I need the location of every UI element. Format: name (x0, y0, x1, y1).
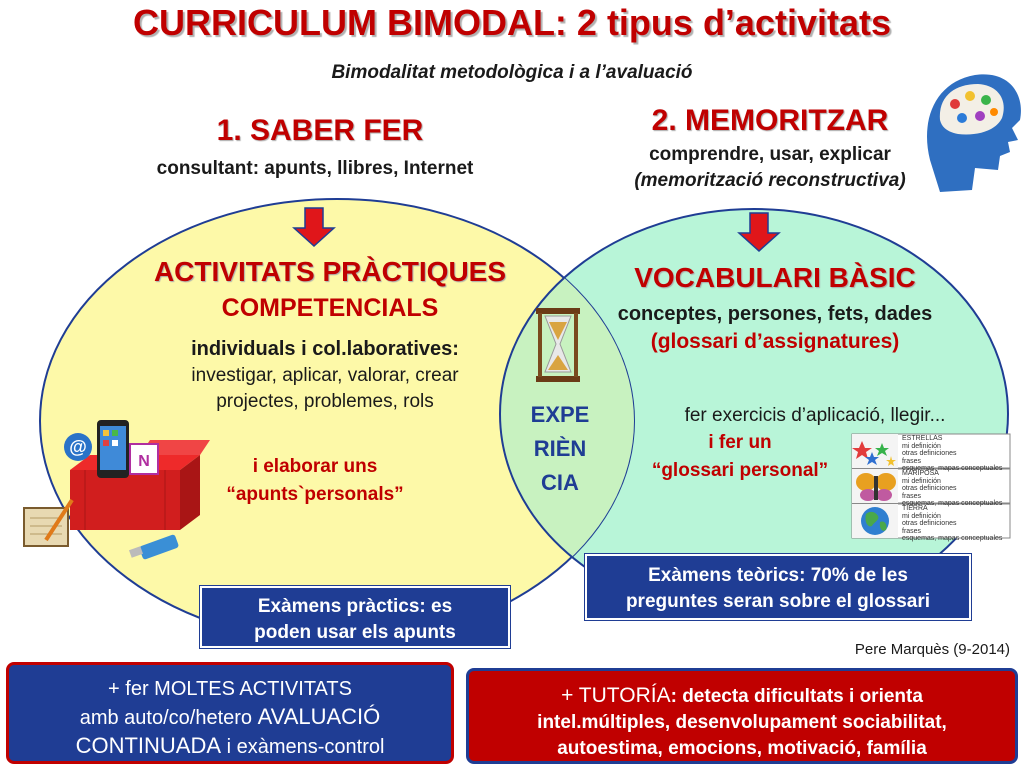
saber-fer-subheading: consultant: apunts, llibres, Internet (156, 158, 474, 179)
svg-text:@: @ (69, 437, 87, 457)
practical-activities-body-bold: individuals i col.laboratives: (191, 338, 459, 360)
theory-exams-box (585, 554, 971, 620)
practical-activities-title: ACTIVITATS PRÀCTIQUES (153, 256, 507, 287)
glossary-card-line: frases (902, 527, 922, 535)
glossary-card-line: otras definiciones (902, 485, 957, 492)
personal-notes-note-1: i elaborar uns (252, 456, 378, 477)
glossary-card-line: mi definición (902, 477, 941, 485)
memoritzar-subheading-2: (memorització reconstructiva) (634, 170, 906, 191)
continuous-evaluation-box (6, 662, 454, 764)
practical-activities-body-2: projectes, problemes, rols (216, 391, 434, 412)
basic-vocabulary-title: VOCABULARI BÀSIC (634, 262, 916, 293)
tutoring-box (466, 668, 1018, 764)
glossary-card-line: frases (902, 492, 922, 500)
tutoring-line-3: autoestima, emocions, motivació, família (557, 738, 927, 759)
glossary-card-earth (902, 505, 1008, 543)
continuous-evaluation-line-3a: CONTINUADA (75, 733, 222, 758)
tutoring-line-2: intel.múltiples, desenvolupament sociabilitat, (537, 712, 947, 733)
continuous-evaluation-line-2 (9, 703, 451, 732)
theory-exams-line-2: preguntes seran sobre el glossari (625, 591, 931, 612)
continuous-evaluation-line-3 (9, 732, 451, 761)
basic-vocabulary-body-2: (glossari d’assignatures) (650, 330, 900, 353)
theory-exams-line-1: Exàmens teòrics: 70% de les (648, 565, 908, 586)
svg-text:N: N (138, 453, 150, 470)
onenote-icon (130, 444, 158, 474)
practical-exams-line-2: poden usar els apunts (254, 622, 456, 643)
saber-fer-heading: 1. SABER FER (216, 114, 424, 147)
glossary-card-heading: ESTRELLAS (902, 435, 943, 442)
page-subtitle: Bimodalitat metodològica i a l’avaluació (331, 62, 693, 83)
memoritzar-heading: 2. MEMORITZAR (651, 104, 889, 137)
tutoring-line-1b: : detecta dificultats i orienta (670, 686, 923, 707)
application-exercises-text: fer exercicis d’aplicació, llegir... (684, 405, 946, 426)
glossary-card-line: mi definición (902, 512, 941, 520)
glossary-card-line: otras definiciones (902, 520, 957, 527)
basic-vocabulary-body-1: conceptes, persones, fets, dades (617, 303, 933, 325)
practical-exams-line-1: Exàmens pràctics: es (257, 596, 453, 617)
glossary-card-line: esquemas, mapas conceptuales (902, 500, 1003, 507)
experience-label-2: RIÈN (533, 436, 587, 461)
memoritzar-subheading: comprendre, usar, explicar (649, 144, 891, 165)
glossary-card-line: mi definición (902, 442, 941, 450)
glossary-card-line: esquemas, mapas conceptuales (902, 465, 1003, 472)
practical-activities-body-1: investigar, aplicar, valorar, crear (191, 365, 459, 386)
earth-icon (861, 507, 889, 535)
author-credit: Pere Marquès (9-2014) (854, 641, 1010, 658)
smartphone-icon (97, 420, 129, 478)
glossary-card-heading: MARIPOSA (902, 470, 939, 477)
competencial-title: COMPETENCIALS (221, 294, 439, 322)
continuous-evaluation-line-2b: AVALUACIÓ (257, 704, 381, 729)
practical-exams-box (200, 586, 510, 648)
glossary-card-heading: TIERRA (902, 505, 928, 512)
continuous-evaluation-line-3b: i exàmens-control (221, 736, 385, 758)
glossary-card-line: esquemas, mapas conceptuales (902, 535, 1003, 542)
experience-label-3: CIA (541, 470, 579, 495)
personal-glossary-note-2: “glossari personal” (651, 460, 829, 481)
glossary-card-butterfly (902, 470, 1008, 508)
continuous-evaluation-line-2a: amb auto/co/hetero (79, 707, 258, 729)
continuous-evaluation-line-1: + fer MOLTES ACTIVITATS (108, 678, 352, 700)
experience-label-1: EXPE (530, 402, 590, 427)
glossary-card-line: frases (902, 457, 922, 465)
glossary-card-stars (902, 435, 1008, 473)
tutoring-line-1 (469, 683, 1015, 710)
page-title: CURRICULUM BIMODAL: 2 tipus d’activitats (132, 2, 892, 43)
personal-glossary-note-1: i fer un (708, 432, 772, 453)
glossary-card-line: otras definiciones (902, 450, 957, 457)
tutoring-line-1a: + TUTORÍA (561, 684, 671, 707)
internet-email-icon (64, 433, 92, 461)
personal-notes-note-2: “apunts`personals” (226, 484, 404, 505)
